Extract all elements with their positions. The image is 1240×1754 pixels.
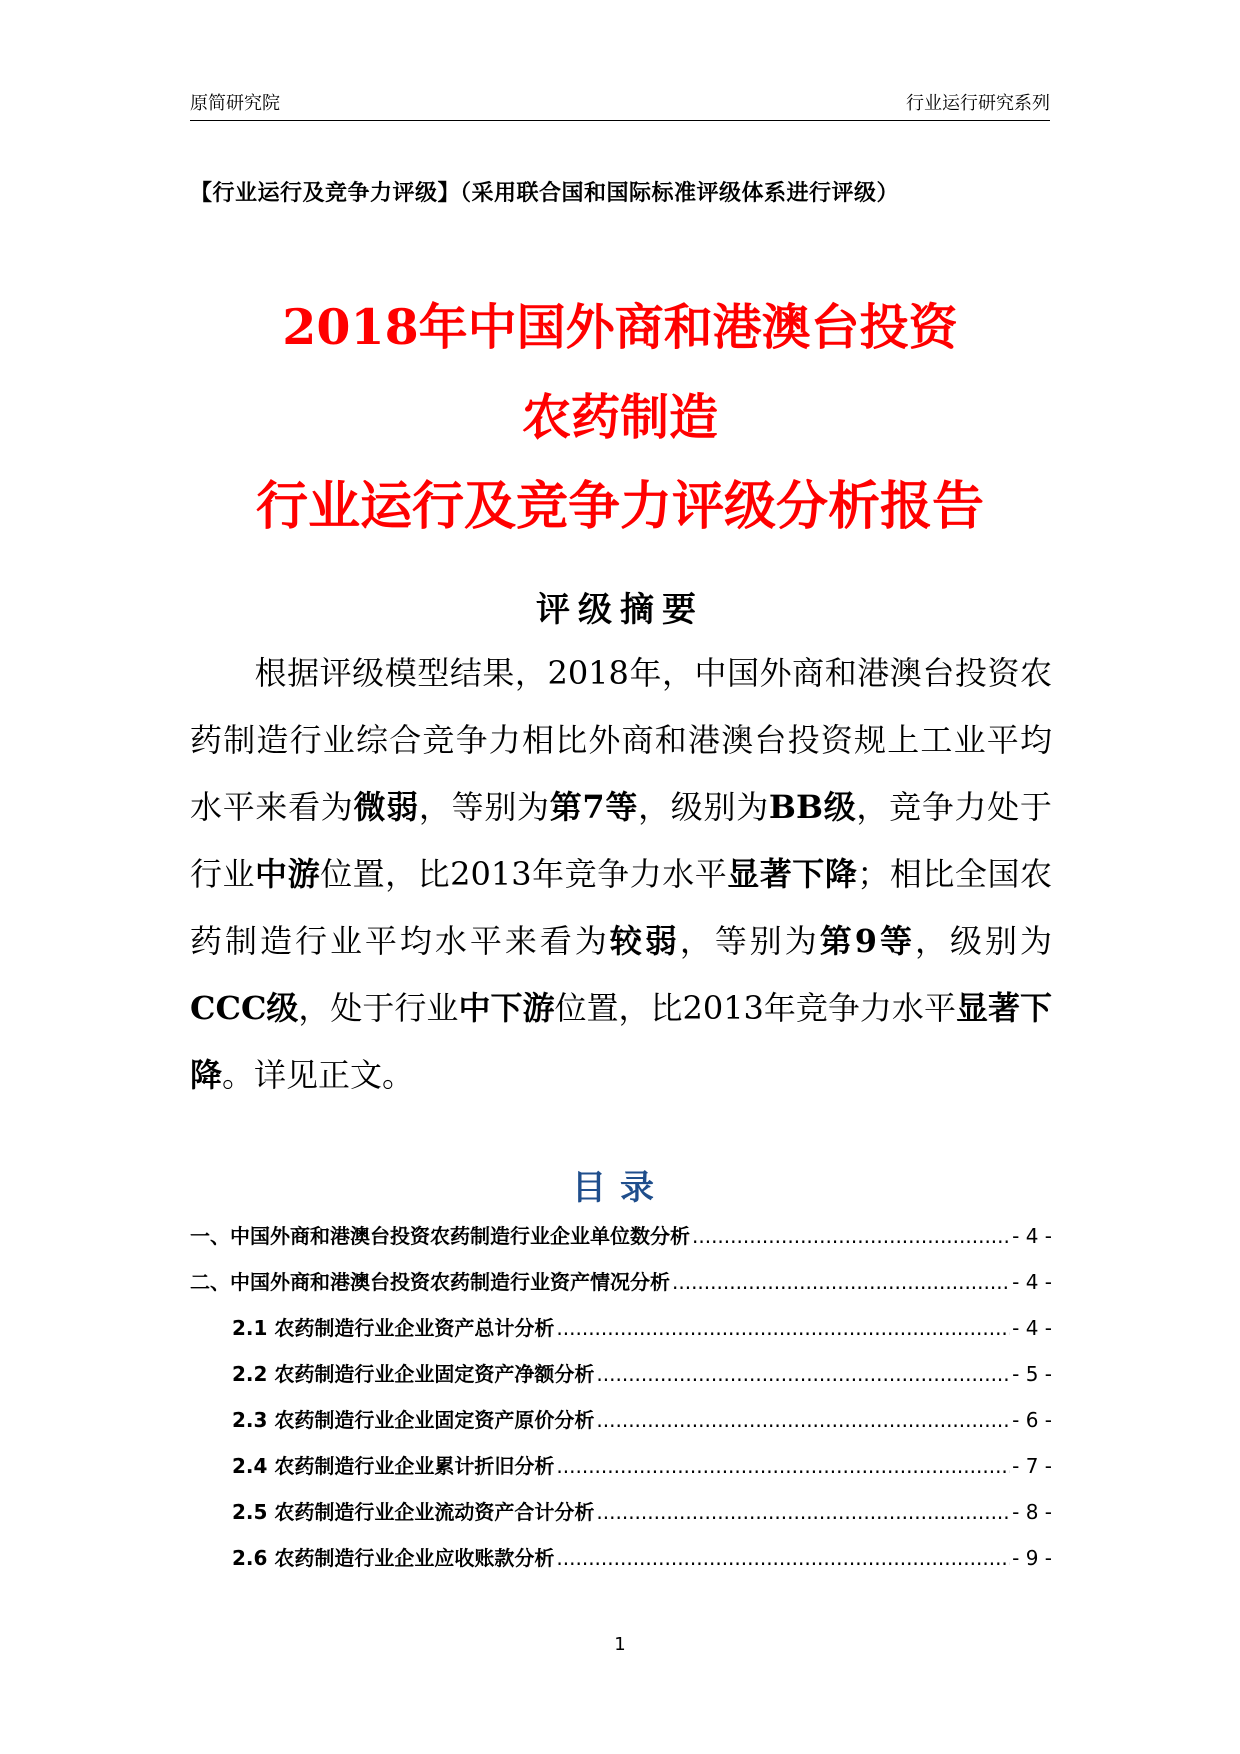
toc-leader-dots [596, 1362, 1010, 1386]
toc-entry[interactable] [190, 1496, 1052, 1542]
summary-text: ，处于行业 [298, 989, 459, 1027]
summary-text: ，级别为 [638, 788, 769, 826]
summary-text: ，等别为 [679, 922, 820, 960]
summary-heading: 评级摘要 [536, 590, 704, 630]
summary-emphasis: 中游 [255, 855, 321, 893]
summary-emphasis: CCC级 [190, 989, 299, 1027]
summary-text: 根据评级模型结果，2018年，中国外商和港澳台投资农药制造行业综合竞争力相比外商和港澳台投资规上工业平均水平来看为 [190, 654, 1052, 826]
toc-entry-page: - 9 - [1012, 1546, 1052, 1570]
header-org: 原简研究院 [190, 93, 280, 114]
toc-entry[interactable] [190, 1542, 1052, 1588]
toc-entry[interactable] [190, 1266, 1052, 1312]
summary-text: ，等别为 [418, 788, 550, 826]
toc-entry[interactable] [190, 1404, 1052, 1450]
toc-entry-label: 二、中国外商和港澳台投资农药制造行业资产情况分析 [190, 1270, 670, 1294]
summary-text: ，级别为 [915, 922, 1052, 960]
toc-entry-label: 一、中国外商和港澳台投资农药制造行业企业单位数分析 [190, 1224, 690, 1248]
summary-text: 位置，比2013年竞争力水平 [554, 989, 956, 1027]
toc-entry-label: 2.3 农药制造行业企业固定资产原价分析 [232, 1408, 595, 1432]
toc-entry-page: - 4 - [1012, 1270, 1052, 1294]
toc-leader-dots [556, 1454, 1010, 1478]
toc-entry[interactable] [190, 1312, 1052, 1358]
rating-banner: 【行业运行及竞争力评级】（采用联合国和国际标准评级体系进行评级） [190, 180, 900, 206]
summary-emphasis: 显著下降 [190, 989, 1052, 1094]
toc-entry-label: 2.5 农药制造行业企业流动资产合计分析 [232, 1500, 595, 1524]
toc-entry-label: 2.1 农药制造行业企业资产总计分析 [232, 1316, 555, 1340]
summary-emphasis: 较弱 [609, 922, 680, 960]
title-line-3: 行业运行及竞争力评级分析报告 [255, 476, 984, 537]
summary-emphasis: BB级 [768, 788, 857, 826]
summary-emphasis: 第7等 [549, 788, 639, 826]
toc-leader-dots [556, 1546, 1010, 1570]
toc-entry-page: - 5 - [1012, 1362, 1052, 1386]
toc-leader-dots [596, 1500, 1010, 1524]
toc-heading: 目录 [572, 1168, 668, 1208]
page-header [190, 86, 1050, 121]
toc-entry[interactable] [190, 1450, 1052, 1496]
report-title [0, 282, 1240, 552]
summary-emphasis: 中下游 [458, 989, 555, 1027]
summary-text: 位置，比2013年竞争力水平 [320, 855, 728, 893]
title-line-1: 2018年中国外商和港澳台投资 [282, 298, 958, 356]
toc-entry-label: 2.6 农药制造行业企业应收账款分析 [232, 1546, 555, 1570]
summary-emphasis: 显著下降 [727, 855, 858, 893]
summary-text: 。详见正文。 [222, 1056, 415, 1094]
toc-leader-dots [672, 1270, 1010, 1294]
toc-entry[interactable] [190, 1220, 1052, 1266]
page-number: 1 [614, 1634, 626, 1655]
toc-entry-page: - 7 - [1012, 1454, 1052, 1478]
toc-entry-page: - 8 - [1012, 1500, 1052, 1524]
title-line-2: 农药制造 [521, 388, 718, 446]
summary-emphasis: 微弱 [353, 788, 419, 826]
toc-entry-label: 2.2 农药制造行业企业固定资产净额分析 [232, 1362, 595, 1386]
toc-entry[interactable] [190, 1358, 1052, 1404]
toc-entry-page: - 4 - [1012, 1316, 1052, 1340]
header-series: 行业运行研究系列 [906, 93, 1050, 114]
summary-text: ；相比全国农药制造行业平均水平来看为 [190, 855, 1052, 960]
summary-paragraph [190, 640, 1052, 1109]
toc-entry-page: - 6 - [1012, 1408, 1052, 1432]
toc-entry-page: - 4 - [1012, 1224, 1052, 1248]
toc-entry-label: 2.4 农药制造行业企业累计折旧分析 [232, 1454, 555, 1478]
toc-leader-dots [556, 1316, 1010, 1340]
summary-text: ，竞争力处于行业 [190, 788, 1052, 893]
toc-leader-dots [596, 1408, 1010, 1432]
table-of-contents [190, 1220, 1052, 1588]
toc-leader-dots [692, 1224, 1010, 1248]
summary-emphasis: 第9等 [819, 922, 916, 960]
